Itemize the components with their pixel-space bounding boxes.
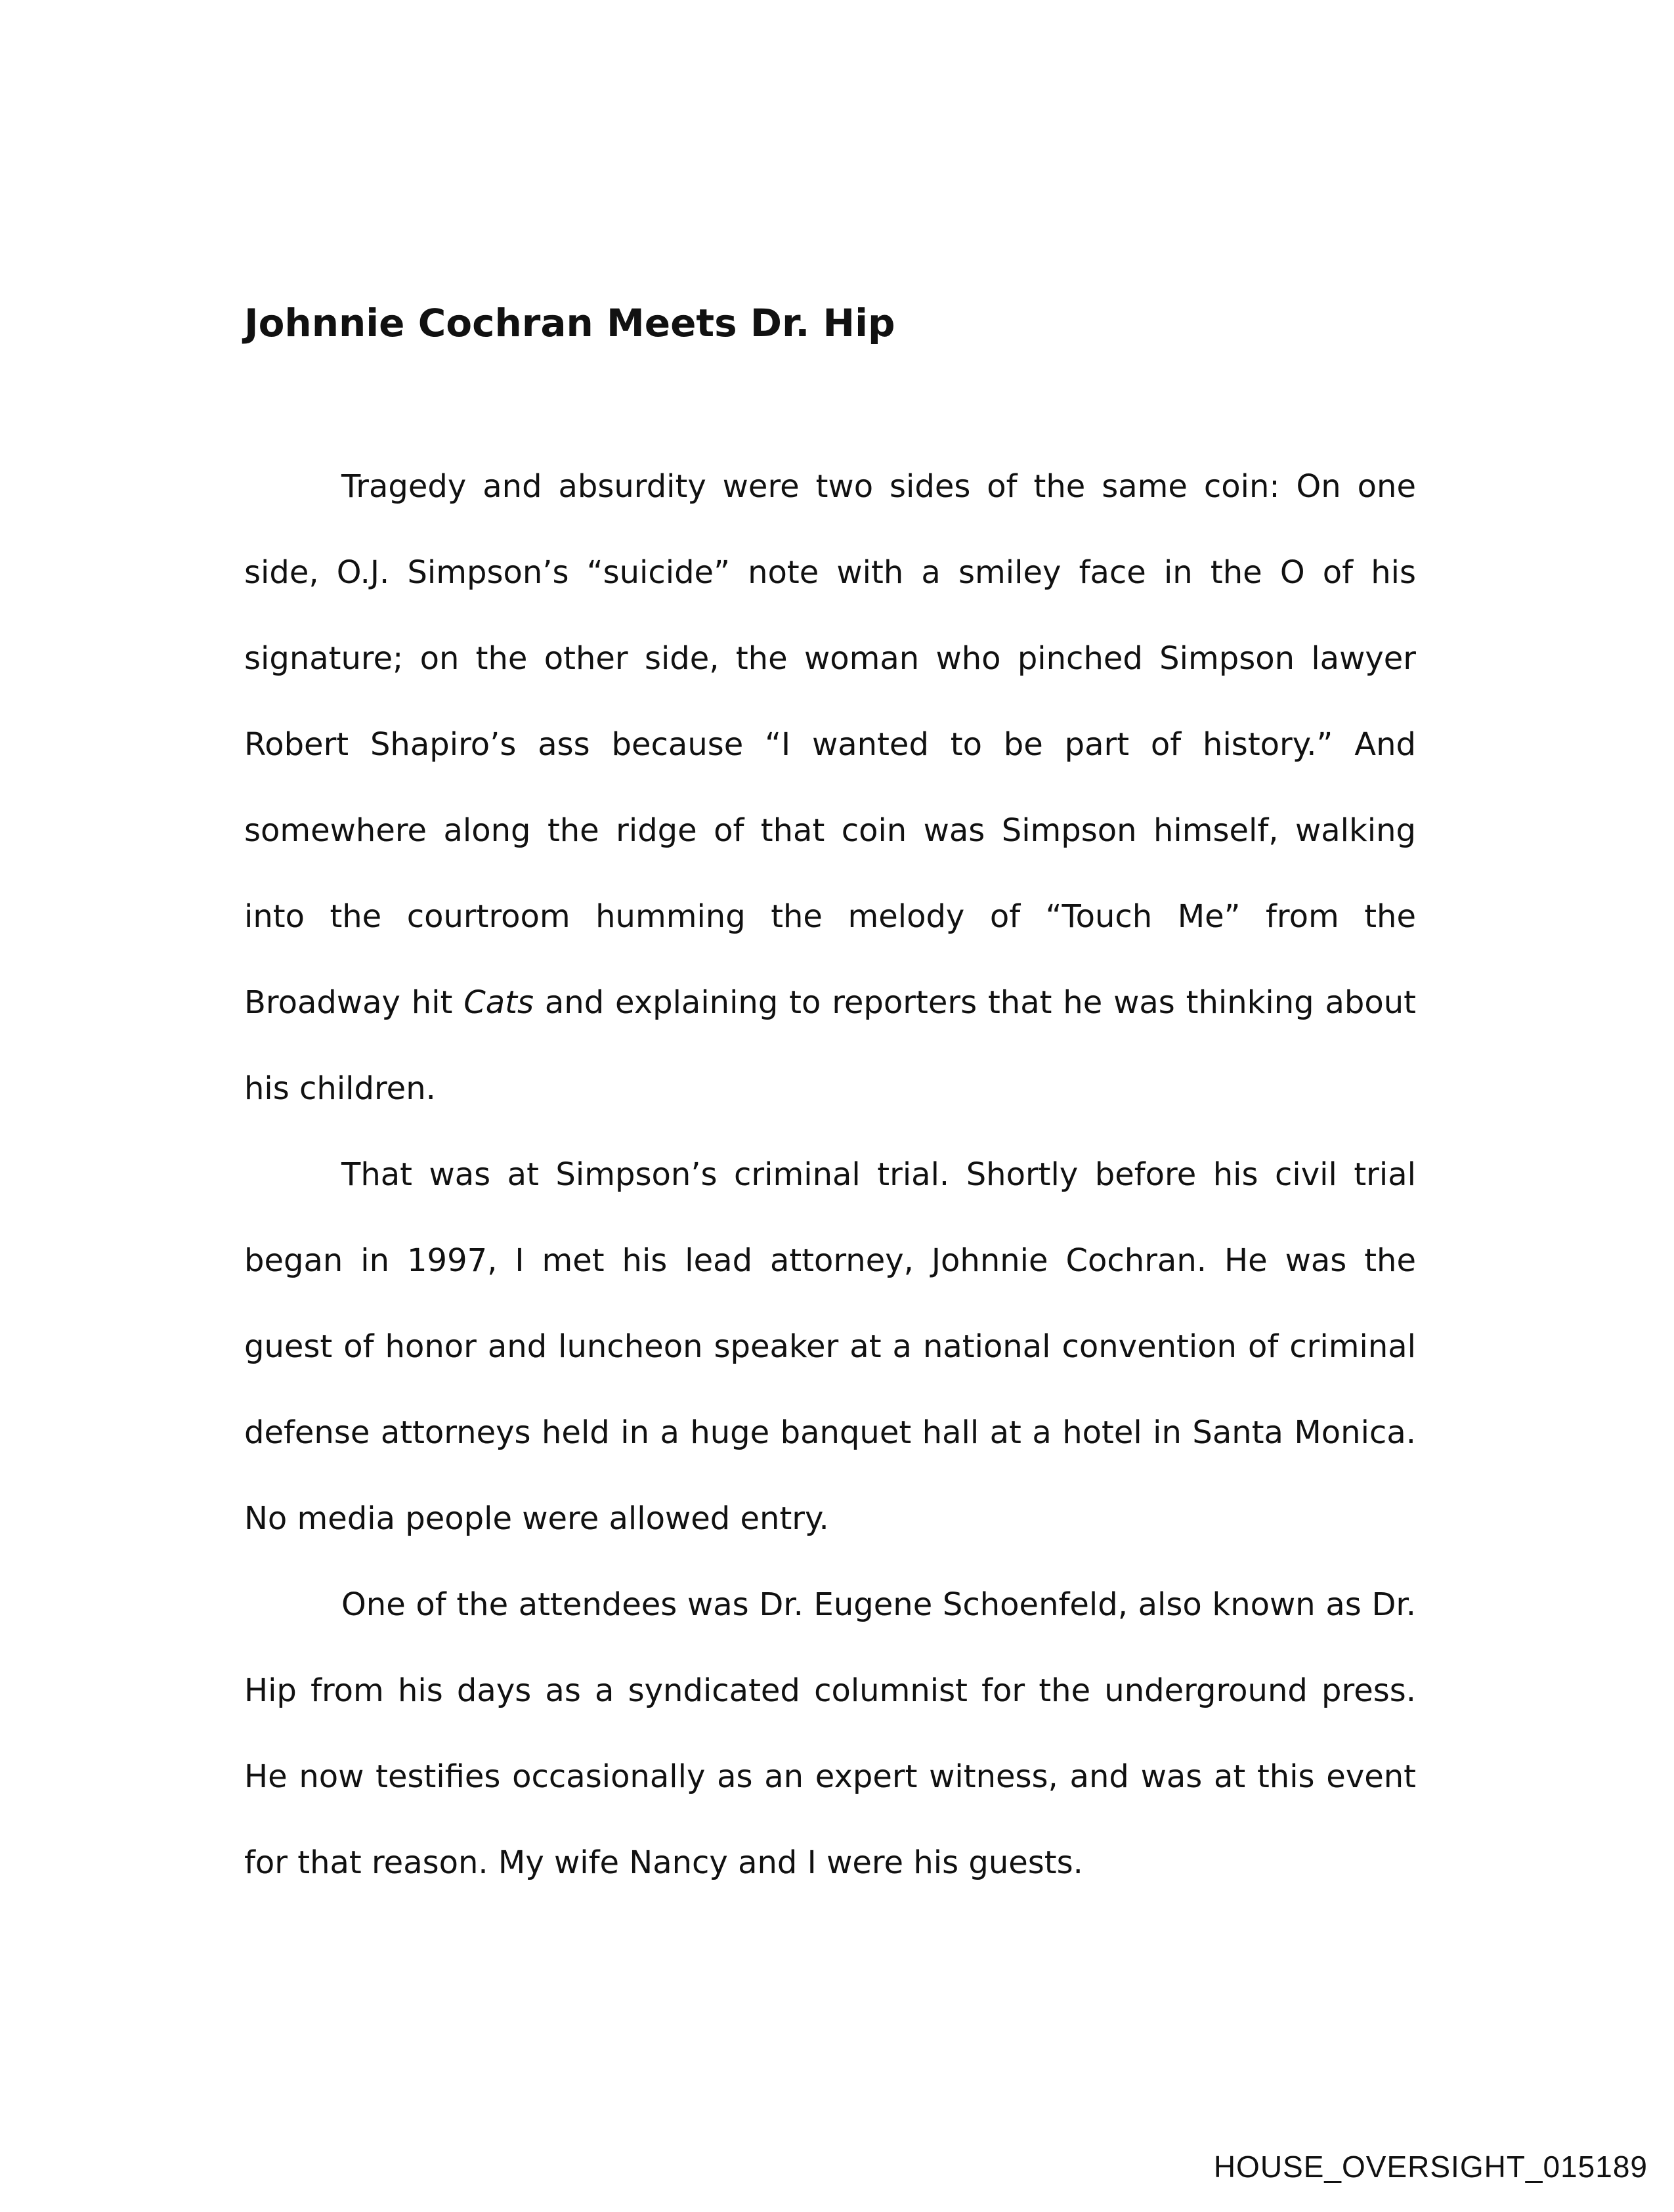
paragraph-1-text-end: and explaining to reporters that he was thinking about his children. bbox=[244, 984, 1417, 1107]
paragraph-2: That was at Simpson’s criminal trial. Shortly before his civil trial began in 1997, I met his lead attorney, Johnnie Cochran. He was the guest of honor and luncheon speaker at a national convention of criminal defense attorneys held in a huge banquet hall at a hotel in Santa Monica. No media people were allowed entry. bbox=[244, 1156, 1416, 1537]
paragraph-3: One of the attendees was Dr. Eugene Schoenfeld, also known as Dr. Hip from his days as a syndicated columnist for the underground press. He now testifies occasionally as an expert witness, and was at this event for that reason. My wife Nancy and I were his guests. bbox=[244, 1586, 1416, 1881]
page-title: Johnnie Cochran Meets Dr. Hip bbox=[244, 301, 895, 345]
italic-title-cats: Cats bbox=[463, 984, 534, 1021]
paragraph-1 bbox=[244, 444, 1416, 1132]
paragraph-1-text-start: Tragedy and absurdity were two sides of the same coin: On one side, O.J. Simpson’s “suicide” note with a smiley face in the O of his signature; on the other side, the woman who pinched Simpson lawyer Robert Shapiro’s ass because “I wanted to be part of history.” And somewhere along the ridge of that coin was Simpson himself, walking into the courtroom humming the melody of “Touch Me” from the Broadway hit bbox=[244, 468, 1416, 1021]
body-text bbox=[244, 444, 1416, 1906]
bates-number: HOUSE_OVERSIGHT_015189 bbox=[1213, 2150, 1648, 2184]
